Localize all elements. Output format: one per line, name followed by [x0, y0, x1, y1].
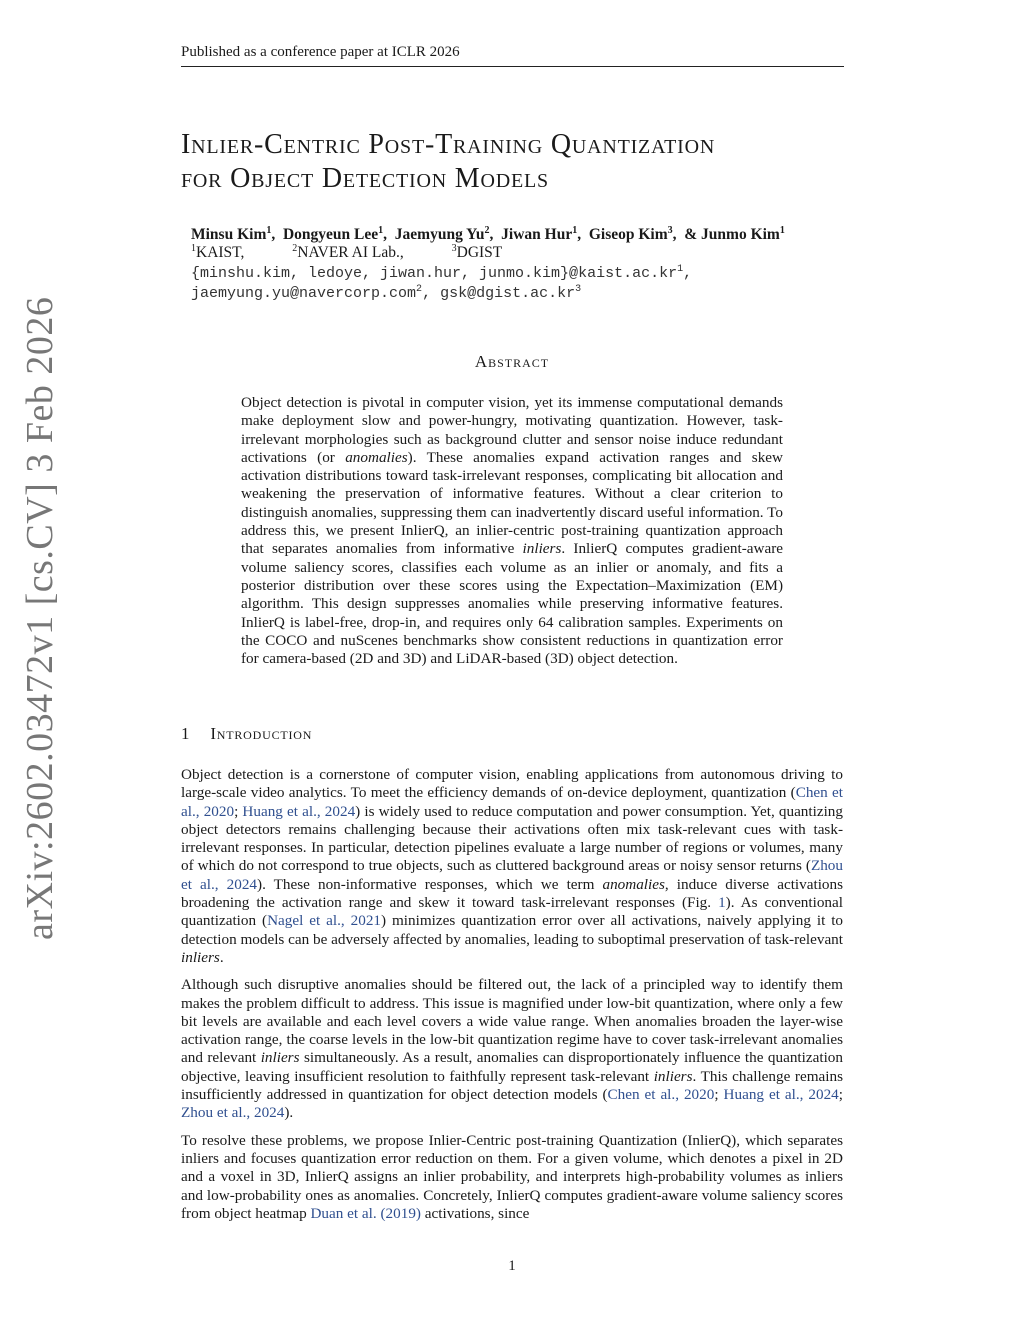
- affiliation: $^3$DGIST: [451, 242, 503, 261]
- citation-link[interactable]: Chen et al., 2020: [181, 784, 843, 820]
- running-header: Published as a conference paper at ICLR 2026: [181, 44, 844, 67]
- author-list: [191, 226, 785, 244]
- author: Dongyeun Lee$^1$,: [282, 224, 391, 243]
- section-number: 1: [181, 724, 191, 743]
- author: & Junmo Kim$^1$: [684, 224, 785, 243]
- page-number: 1: [508, 1258, 516, 1274]
- affiliation-list: [191, 244, 546, 262]
- citation-link[interactable]: Huang et al., 2024: [242, 802, 356, 820]
- abstract-heading: Abstract: [474, 352, 550, 371]
- citation-link[interactable]: Chen et al., 2020: [607, 1086, 715, 1104]
- figure-ref-link[interactable]: 1: [718, 894, 726, 912]
- author: Jiwan Hur$^1$,: [501, 224, 585, 243]
- arxiv-sidebar-stamp: arXiv:2602.03472v1 [cs.CV] 3 Feb 2026: [19, 296, 61, 940]
- author: Giseop Kim$^3$,: [588, 224, 681, 243]
- introduction-body: [181, 766, 843, 1232]
- citation-link[interactable]: Zhou et al., 2024: [181, 1104, 285, 1122]
- paragraph: To resolve these problems, we propose Inlier-Centric post-training Quantization (InlierQ), which separates inliers and focuses quantization error reduction on them. For a given volume, which denotes a pixel in 2D and a voxel in 3D, InlierQ assigns an inlier probability, and interprets high-probability volumes as inliers and low-probability ones as anomalies. Concretely, InlierQ computes gradient-aware volume saliency scores from object heatmap Duan et al. (2019) activations, since: [181, 1131, 843, 1222]
- section-title: Introduction: [210, 724, 313, 743]
- section-heading-introduction: [181, 724, 312, 744]
- citation-link[interactable]: Nagel et al., 2021: [267, 912, 382, 930]
- title-line-1: Inlier-Centric Post-Training Quantization: [181, 129, 716, 160]
- citation-link[interactable]: Zhou et al., 2024: [181, 857, 843, 893]
- paper-title: [181, 128, 841, 196]
- email-line-1: {minshu.kim, ledoye, jiwan.hur, $junmo.kim\}@kaist.ac.kr^1$,: [191, 264, 693, 282]
- author: Minsu Kim$^1$,: [191, 224, 280, 243]
- email-line-2: jaemyung.yu@navercorp.com$^2$, $gsk@dgist.ac.kr^3$: [191, 284, 582, 302]
- paragraph: Object detection is a cornerstone of computer vision, enabling applications from autonomous driving to large-scale video analytics. To meet the efficiency demands of on-device deployment, quantization (Chen et al., 2020; Huang et al., 2024) is widely used to reduce computation and power consumption. Yet, quantizing object detectors remains challenging because their activations often mix task-relevant cues with task-irrelevant responses. In particular, detection pipelines evaluate a large number of regions or volumes, many of which do not correspond to true objects, such as cluttered background areas or noisy sensor returns (Zhou et al., 2024). These non-informative responses, which we term anomalies, induce diverse activations broadening the activation range and skew it toward task-irrelevant responses (Fig. 1). As conventional quantization (Nagel et al., 2021) minimizes quantization error over all activations, naively applying it to detection models can be adversely affected by anomalies, leading to suboptimal preservation of task-relevant inliers.: [181, 766, 844, 966]
- title-line-2: for Object Detection Models: [181, 163, 549, 194]
- author: Jaemyung Yu$^2$,: [394, 224, 498, 243]
- affiliation: $^1$KAIST,: [191, 242, 245, 261]
- affiliation: $^2$NAVER AI Lab.,: [292, 242, 404, 261]
- citation-link[interactable]: Huang et al., 2024: [723, 1086, 839, 1104]
- paragraph: Although such disruptive anomalies should be filtered out, the lack of a principled way to identify them makes the problem difficult to address. This issue is magnified under low-bit quantization, where only a few bit levels are available and each level covers a wide value range. When anomalies broaden the layer-wise activation range, the coarse levels in the low-bit quantization regime have to cover task-irrelevant anomalies and relevant inliers simultaneously. As a result, anomalies can disproportionately influence the quantization objective, leaving insufficient resolution to faithfully represent task-relevant inliers. This challenge remains insufficiently addressed in quantization for object detection models (Chen et al., 2020; Huang et al., 2024; Zhou et al., 2024).: [181, 976, 843, 1122]
- citation-link[interactable]: Duan et al. (2019): [310, 1204, 421, 1222]
- author-emails: [191, 264, 692, 304]
- abstract-text: Object detection is pivotal in computer vision, yet its immense computational demands make deployment slow and power-hungry, motivating quantization. However, task-irrelevant morphologies such as background clutter and sensor noise induce redundant activations (or anomalies). These anomalies expand activation ranges and skew activation distributions toward task-irrelevant responses, complicating bit allocation and weakening the preservation of informative features. Without a clear criterion to distinguish anomalies, suppressing them can inadvertently discard useful information. To address this, we present InlierQ, an inlier-centric post-training quantization approach that separates anomalies from informative inliers. InlierQ computes gradient-aware volume saliency scores, classifies each volume as an inlier or anomaly, and fits a posterior distribution over these scores using the Expectation–Maximization (EM) algorithm. This design suppresses anomalies while preserving informative features. InlierQ is label-free, drop-in, and requires only 64 calibration samples. Experiments on the COCO and nuScenes benchmarks show consistent reductions in quantization error for camera-based (2D and 3D) and LiDAR-based (3D) object detection.: [241, 394, 783, 668]
